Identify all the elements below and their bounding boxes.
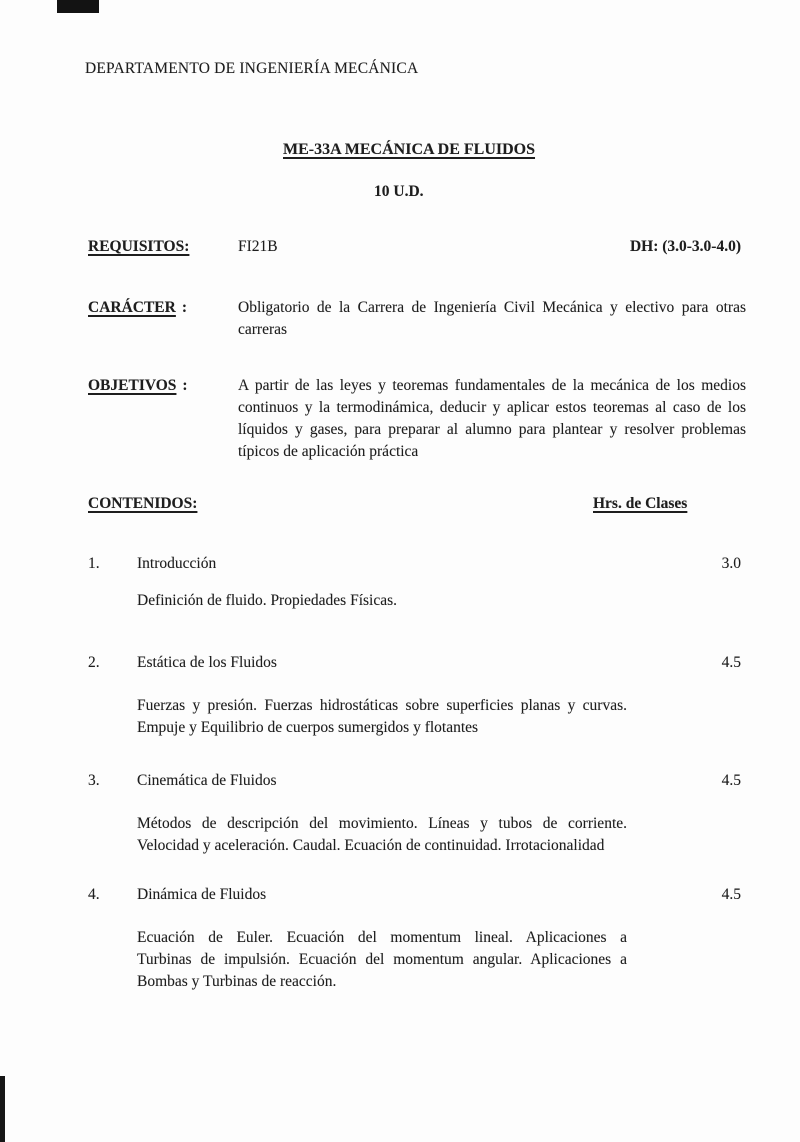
paragraph-line: Velocidad y aceleración. Caudal. Ecuación de continuidad. Irrotacionalidad	[137, 837, 605, 854]
caracter-colon: :	[181, 299, 188, 316]
objetivos-label	[88, 375, 188, 397]
paragraph-line: carreras	[238, 321, 288, 338]
paragraph-line: Ecuación de Euler. Ecuación del momentum lineal. Aplicaciones a	[137, 929, 627, 946]
course-title: ME-33A MECÁNICA DE FLUIDOS	[283, 141, 536, 158]
caracter-text	[238, 297, 746, 341]
item-description	[137, 695, 627, 739]
paragraph-line: Turbinas de impulsión. Ecuación del momentum angular. Aplicaciones a	[137, 951, 627, 968]
paragraph-line: típicos de aplicación práctica	[238, 443, 419, 460]
item-description	[137, 927, 627, 993]
item-hours: 4.5	[721, 654, 741, 671]
paragraph-line: líquidos y gases, para preparar al alumno para plantear y resolver problemas	[238, 421, 746, 438]
weekly-hours-dh: DH: (3.0-3.0-4.0)	[629, 238, 741, 255]
department-heading: DEPARTAMENTO DE INGENIERÍA MECÁNICA	[85, 60, 419, 77]
item-number: 4.	[88, 886, 100, 903]
objetivos-text	[238, 375, 746, 463]
item-number: 2.	[88, 654, 100, 671]
item-number: 3.	[88, 772, 100, 789]
contenidos-label: CONTENIDOS:	[88, 495, 198, 512]
item-description	[137, 813, 627, 857]
paragraph-line: A partir de las leyes y teoremas fundamentales de la mecánica de los medios	[238, 377, 746, 394]
course-units: 10 U.D.	[374, 183, 424, 200]
paragraph-line: Definición de fluido. Propiedades Físicas.	[137, 592, 398, 609]
item-number: 1.	[88, 555, 100, 572]
hours-column-header: Hrs. de Clases	[593, 495, 688, 512]
item-hours: 4.5	[721, 886, 741, 903]
requisitos-label: REQUISITOS:	[88, 238, 190, 255]
item-title: Dinámica de Fluidos	[137, 886, 267, 903]
item-title: Cinemática de Fluidos	[137, 772, 277, 789]
caracter-label	[88, 297, 187, 319]
objetivos-label-text: OBJETIVOS	[88, 377, 177, 394]
item-title: Estática de los Fluidos	[137, 654, 277, 671]
paragraph-line: Empuje y Equilibrio de cuerpos sumergidos y flotantes	[137, 719, 479, 736]
paragraph-line: Bombas y Turbinas de reacción.	[137, 973, 337, 990]
caracter-label-text: CARÁCTER	[88, 299, 176, 316]
requisitos-value: FI21B	[238, 238, 278, 255]
objetivos-colon: :	[182, 377, 188, 394]
item-title: Introducción	[137, 555, 217, 572]
item-description	[137, 590, 627, 612]
paragraph-line: Obligatorio de la Carrera de Ingeniería Civil Mecánica y electivo para otras	[238, 299, 746, 316]
item-hours: 4.5	[721, 772, 741, 789]
paragraph-line: Fuerzas y presión. Fuerzas hidrostáticas sobre superficies planas y curvas.	[137, 697, 627, 714]
paragraph-line: continuos y la termodinámica, deducir y aplicar estos teoremas al caso de los	[238, 399, 746, 416]
scan-artifact-bottom	[0, 1076, 5, 1142]
paragraph-line: Métodos de descripción del movimiento. Líneas y tubos de corriente.	[137, 815, 627, 832]
scan-artifact-top	[57, 0, 99, 13]
item-hours: 3.0	[721, 555, 741, 572]
